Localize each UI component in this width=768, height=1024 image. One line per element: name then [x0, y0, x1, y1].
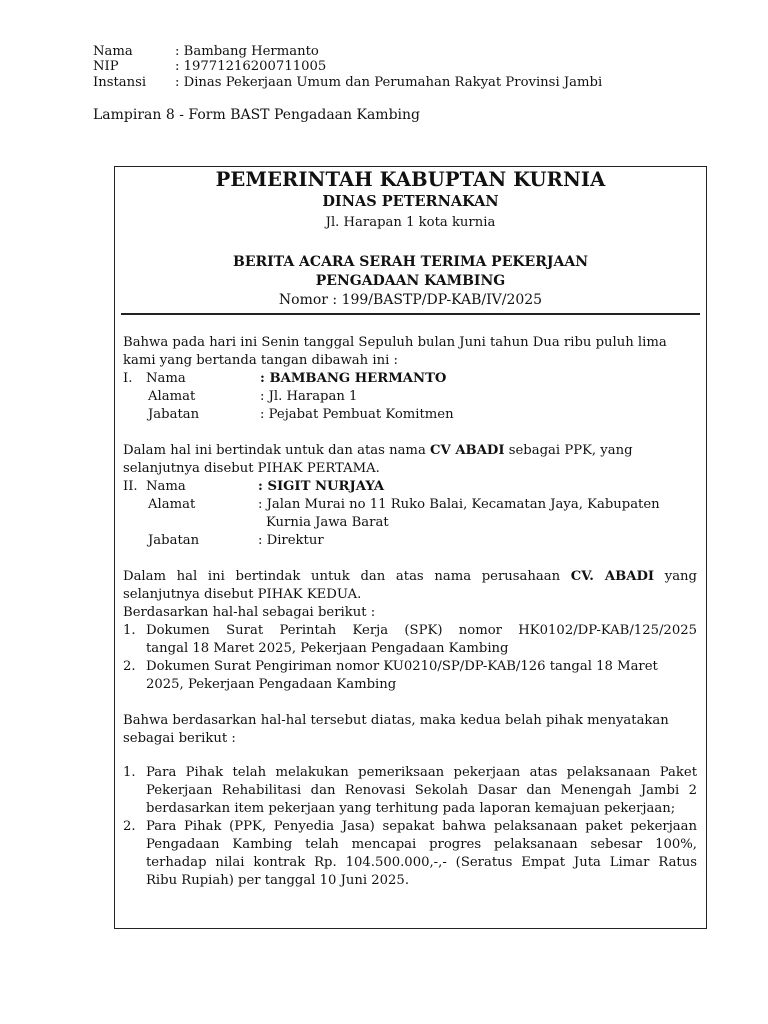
party2-position-label: Jabatan	[148, 533, 200, 548]
party1-index: I.	[123, 371, 133, 386]
attachment-title: Lampiran 8 - Form BAST Pengadaan Kambing	[93, 107, 420, 123]
identity-institution-label: Instansi	[93, 75, 147, 90]
doc-number: Nomor : 199/BASTP/DP-KAB/IV/2025	[278, 292, 543, 308]
statement-line1: Bahwa berdasarkan hal-hal tersebut diatas, maka kedua belah pihak menyatakan	[123, 713, 669, 728]
party2-address-line1: : Jalan Murai no 11 Ruko Balai, Kecamatan Jaya, Kabupaten	[258, 497, 660, 512]
identity-institution-row	[93, 74, 602, 91]
declaration-1-number: 1.	[123, 765, 136, 780]
bast-form	[114, 166, 707, 929]
party2-index: II.	[123, 479, 138, 494]
party2-acting-pre: Dalam hal ini bertindak untuk dan atas nama perusahaan	[123, 569, 571, 584]
opening-line2: kami yang bertanda tangan dibawah ini :	[123, 353, 398, 368]
party2-acting-line1	[123, 568, 697, 586]
doc-title-line1: BERITA ACARA SERAH TERIMA PEKERJAAN	[232, 254, 589, 270]
doc-title-line2: PENGADAAN KAMBING	[315, 273, 506, 289]
declaration-2-line1: Para Pihak (PPK, Penyedia Jasa) sepakat bahwa pelaksanaan paket pekerjaan	[146, 819, 697, 834]
identity-name-value: : Bambang Hermanto	[175, 44, 319, 59]
declaration-2-line4: Ribu Rupiah) per tanggal 10 Juni 2025.	[146, 873, 410, 888]
declaration-1-line2: Pekerjaan Rehabilitasi dan Renovasi Sekolah Dasar dan Menengah Jambi 2	[146, 783, 697, 798]
party1-acting-pre: Dalam hal ini bertindak untuk dan atas nama	[123, 443, 430, 458]
basis-intro: Berdasarkan hal-hal sebagai berikut :	[123, 605, 376, 620]
party2-address-line2: Kurnia Jawa Barat	[266, 515, 389, 530]
basis-item-1-line2: tangal 18 Maret 2025, Pekerjaan Pengadaan Kambing	[146, 641, 509, 656]
declaration-2-line3: terhadap nilai kontrak Rp. 104.500.000,-,- (Seratus Empat Juta Limar Ratus	[146, 855, 697, 870]
party2-name-value: : SIGIT NURJAYA	[258, 479, 385, 494]
letterhead-government: PEMERINTAH KABUPTAN KURNIA	[215, 168, 606, 191]
party2-position-value: : Direktur	[258, 533, 324, 548]
basis-item-1-line1: Dokumen Surat Perintah Kerja (SPK) nomor HK0102/DP-KAB/125/2025	[146, 623, 697, 638]
basis-item-2-line2: 2025, Pekerjaan Pengadaan Kambing	[146, 677, 397, 692]
identity-institution-value: : Dinas Pekerjaan Umum dan Perumahan Rakyat Provinsi Jambi	[175, 75, 603, 90]
party1-name-label: Nama	[146, 371, 186, 386]
identity-nip-label: NIP	[93, 59, 119, 74]
declaration-2-number: 2.	[123, 819, 136, 834]
party1-acting-company: CV ABADI	[430, 443, 505, 458]
party1-address-label: Alamat	[148, 389, 196, 404]
basis-item-2-number: 2.	[123, 659, 136, 674]
identity-nip-row	[93, 58, 326, 75]
party1-acting-post: sebagai PPK, yang	[504, 443, 633, 458]
basis-item-2-line1: Dokumen Surat Pengiriman nomor KU0210/SP/DP-KAB/126 tangal 18 Maret	[146, 659, 658, 674]
opening-line1: Bahwa pada hari ini Senin tanggal Sepuluh bulan Juni tahun Dua ribu puluh lima	[123, 335, 667, 350]
basis-item-1-number: 1.	[123, 623, 136, 638]
statement-line2: sebagai berikut :	[123, 731, 236, 746]
party2-name-label: Nama	[146, 479, 186, 494]
party1-position-label: Jabatan	[148, 407, 200, 422]
party2-acting-company: CV. ABADI	[570, 569, 655, 584]
letterhead-address: Jl. Harapan 1 kota kurnia	[325, 215, 496, 230]
party1-address-value: : Jl. Harapan 1	[260, 389, 358, 404]
party2-acting-post: yang	[654, 569, 697, 584]
declaration-1-line1: Para Pihak telah melakukan pemeriksaan pekerjaan atas pelaksanaan Paket	[146, 765, 697, 780]
party1-position-value: : Pejabat Pembuat Komitmen	[260, 407, 454, 422]
party1-acting-line2: selanjutnya disebut PIHAK PERTAMA.	[123, 461, 380, 476]
declaration-1-line3: berdasarkan item pekerjaan yang terhitung pada laporan kemajuan pekerjaan;	[146, 801, 676, 816]
declaration-2-line2: Pengadaan Kambing telah mencapai progres pelaksanaan sebesar 100%,	[146, 837, 697, 852]
party1-acting-line1	[123, 442, 697, 460]
party2-acting-line2: selanjutnya disebut PIHAK KEDUA.	[123, 587, 362, 602]
party1-name-value: : BAMBANG HERMANTO	[260, 371, 447, 386]
title-divider	[121, 313, 700, 315]
identity-name-label: Nama	[93, 44, 133, 59]
party2-address-label: Alamat	[148, 497, 196, 512]
letterhead-agency: DINAS PETERNAKAN	[322, 193, 499, 210]
identity-nip-value: : 19771216200711005	[175, 59, 327, 74]
